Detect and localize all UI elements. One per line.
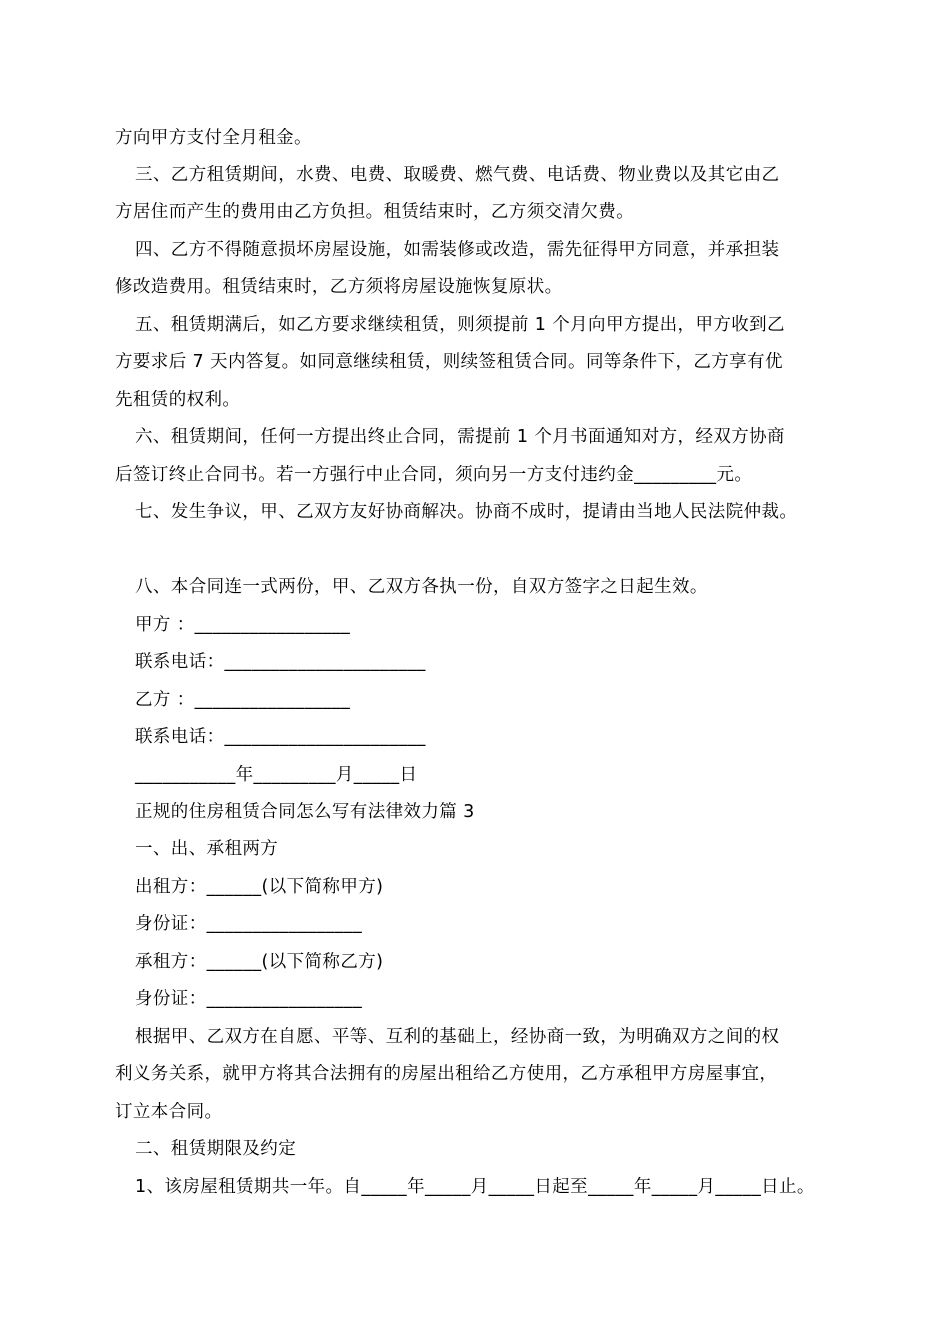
document-text-line: ___________年_________月_____日	[135, 765, 418, 785]
document-text-line: 身份证：_________________	[135, 914, 363, 934]
document-text-line: 五、租赁期满后，如乙方要求继续租赁，则须提前 1 个月向甲方提出，甲方收到乙	[135, 315, 785, 335]
document-text-line: 后签订终止合同书。若一方强行中止合同，须向另一方支付违约金_________元。	[115, 465, 753, 485]
document-text-line: 八、本合同连一式两份，甲、乙双方各执一份，自双方签字之日起生效。	[135, 577, 708, 597]
document-text-line: 根据甲、乙双方在自愿、平等、互利的基础上，经协商一致，为明确双方之间的权	[135, 1027, 780, 1047]
document-text-line: 修改造费用。租赁结束时，乙方须将房屋设施恢复原状。	[115, 277, 563, 297]
document-text-line: 身份证：_________________	[135, 989, 363, 1009]
document-text-line: 方向甲方支付全月租金。	[115, 128, 312, 148]
document-text-line: 利义务关系，就甲方将其合法拥有的房屋出租给乙方使用，乙方承租甲方房屋事宜，	[115, 1064, 778, 1084]
document-text-line: 甲方 ：_________________	[135, 615, 351, 635]
document-text-line: 先租赁的权利。	[115, 390, 241, 410]
document-text-line: 乙方 ：_________________	[135, 690, 351, 710]
document-text-line: 六、租赁期间，任何一方提出终止合同，需提前 1 个月书面通知对方，经双方协商	[135, 427, 785, 447]
document-text-line: 联系电话：______________________	[135, 652, 426, 672]
document-text-line: 二、租赁期限及约定	[135, 1139, 297, 1159]
document-text-line: 方居住而产生的费用由乙方负担。租赁结束时，乙方须交清欠费。	[115, 202, 635, 222]
document-text-line: 承租方：______(以下简称乙方)	[135, 952, 384, 972]
document-text-line: 联系电话：______________________	[135, 727, 426, 747]
document-text-line: 1、该房屋租赁期共一年。自_____年_____月_____日起至_____年_____月_____日止。	[135, 1177, 815, 1197]
document-text-line: 一、出、承租两方	[135, 839, 279, 859]
document-text-line: 订立本合同。	[115, 1102, 223, 1122]
document-text-line: 七、发生争议，甲、乙双方友好协商解决。协商不成时，提请由当地人民法院仲裁。	[135, 502, 798, 522]
document-text-line: 出租方：______(以下简称甲方)	[135, 877, 384, 897]
document-text-line: 正规的住房租赁合同怎么写有法律效力篇 3	[135, 802, 475, 822]
document-text-line: 三、乙方租赁期间，水费、电费、取暖费、燃气费、电话费、物业费以及其它由乙	[135, 165, 780, 185]
document-text-line: 方要求后 7 天内答复。如同意继续租赁，则续签租赁合同。同等条件下，乙方享有优	[115, 352, 783, 372]
document-text-line: 四、乙方不得随意损坏房屋设施，如需装修或改造，需先征得甲方同意，并承担装	[135, 240, 780, 260]
